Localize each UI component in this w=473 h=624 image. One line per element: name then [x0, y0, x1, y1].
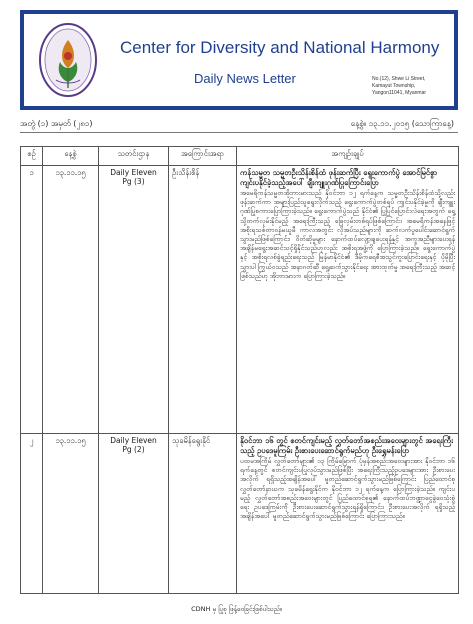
news-table: [20, 146, 459, 594]
row-number: ၁: [21, 166, 43, 434]
column-header-topic: အကြောင်းအရာ: [169, 147, 237, 166]
article-body: အမေရိကန်သမ္မတအိုဘားမားသည် နိုဝင်ဘာ ၁၂ ရက်နေ့က သမ္မတဦးသိန်းစိန်ထံသို့လည်း ဖုန်းဆက်ကာ အများပြည်သူရွေးလိုက်သည့် ရွေးကောက်ပွဲတစ်ရပ် ကျင်းပနိုင်ခဲ့မှုကို ချီးကျူးဂုဏ်ပြုစကားပြောကြားခဲ့သည်။ ရွေးကောက်ပွဲသည် နိုင်ငံ၏ ပြုပြင်ပြောင်းလဲရေးအတွက် ရှေ့သို့တက်လှမ်းနိုင်မည့် အရေးကြီးသည့် ခြေလှမ်းတစ်ရပ်ဖြစ်ကြောင်း၊ အမေရိကန်အနေဖြင့် အစိုးရသစ်တာဝန်မယူမီ ကာလအတွင်း လိုအပ်သည်များကို ဆက်လက်ပူပေါင်းဆောင်ရွက်သွားမည်ဖြစ်ကြောင်း၊ ဝိတ်ဆိုမှုများ နောက်ထပ်လျော့ချပေးရန်နှင့် အကူအညီများပေးရန် အချိန်မရွေးအဆင်သင့်ရှိနိုင်သည်ဟုလည်း အစိုးရအဖွဲ့ကို ပြောကြားခဲ့သည်။ ရွေးကောက်ပွဲနှင့် အစိုးရလစ်ခွဲရည်းရေးသည် မြန်မာနိုင်ငံ၏ ဒီမိုကရေစီအသွင်ကူးပြောင်းရေးနှင့် ပိုမိုပြီးသွားပါ ကြွယ်ဝသည် အနာဂတ်ဆီ ရှေ့ဆက်သွားနိုင်ရေး အားထုတ်မှု အရေးကြီးသည့် အဆင့်ဖြစ်သည်ဟု အိုဘားမားက ပြောကြားခဲ့သည်။: [240, 189, 455, 280]
address-line: Yangon11041, Myanmar: [372, 90, 427, 96]
row-source: Daily Eleven Pg (2): [99, 434, 169, 594]
table-header-row: [21, 147, 459, 166]
row-date: ၁၃.၁၁.၁၅: [43, 434, 99, 594]
organization-title: Center for Diversity and National Harmony: [120, 38, 440, 57]
column-header-date: နေ့စွဲ: [43, 147, 99, 166]
article-headline: နိုဝင်ဘာ ၁၆ တွင် စတင်ကျင်းမည့် လွှတ်တော်အစည်းအဝေးများတွင် အရေးကြီးသည့် ဥပဒေမူကြမ်း ဦးစားပေးဆောင်ရွက်မည်ဟု ဦးရွှေမန်းပြော: [240, 436, 454, 455]
table-row: [21, 434, 459, 594]
row-date: ၁၃.၁၁.၁၅: [43, 166, 99, 434]
letterhead: [20, 10, 458, 110]
address-line: Kamayut Township,: [372, 83, 416, 89]
row-topic: ဦးသိန်းစိန်: [169, 166, 237, 434]
table-row: [21, 166, 459, 434]
row-number: ၂: [21, 434, 43, 594]
row-source: Daily Eleven Pg (3): [99, 166, 169, 434]
issue-number: အတွဲ (၁) အမှတ် (၂၈၁): [20, 119, 93, 128]
row-summary: [237, 434, 459, 594]
article-body: ပထမအကြိမ် လွှတ်တော်များ၏ ၁၃ ကြိမ်မြောက် ပုံမှန်အစည်းအဝေးများအား နိုဝင်ဘာ ၁၆ ရက်နေ့တွင် စတင်ကျင်းပပြုလုပ်သွားမည်ဖြစ်ပြီး အရေးကြီးသည့်ဥပဒေများအား ဦးစားပေး အလိုက် ရရှိသည့်အချိန်အပေါ် မူတည်ဆောင်ရွက်သွားမည်ဖြစ်ကြောင်း ပြည်ထောင်စုလွှတ်တော်နာယက သုခမိန်ရွေးနိုင်က နိုဝင်ဘာ ၁၂ ရက်နေ့က ပြောကြားခဲ့သည်။ ကျင်းပမည့် လွှတ်တော်အစည်းအဝေးများတွင် ပြည်ထောင်စုရ၏ နောက်ထပ်ဘဏ္ဍာငွေခွဲဝေသုံးစွဲရေး ဥပဒေကြမ်းကို ဦးစားပေးဆောင်ရွက်သွားရန်ရှိကြောင်း၊ ဦးစားပေးအလိုက် ရရှိသည့်အချိန်အပေါ် မူတည်ဆောင်ရွက်သွားမည်ဖြစ်ကြောင်း ပြောကြားသည်။: [240, 457, 455, 521]
article-headline: ကန်သမ္မတ သမ္မတဦးသိန်းစိန်ထံ ဖုန်းဆက်ပြီး ရွေးကောက်ပွဲ အောင်မြင်စွာကျင်းပနိုင်ခဲ့သည့်အပေါ် ချီးကျူးဂုဏ်ပြုကြောင်းပြော: [240, 168, 438, 187]
column-header-no: စဉ်: [21, 147, 43, 166]
column-header-source: သတင်းဌာန: [99, 147, 169, 166]
issue-bar: [20, 116, 458, 133]
newsletter-title: Daily News Letter: [194, 71, 296, 86]
row-topic: သုခမိန်ရွေးနိုင်: [169, 434, 237, 594]
cdnh-logo-icon: [38, 22, 98, 100]
issue-date: နေ့စွဲ။ ၁၃.၁၁.၂၀၁၅ (သောကြာနေ့): [350, 119, 454, 128]
row-summary: [237, 166, 459, 434]
footer-note: CDNH မှ ပြုစု ဖြန့်ဝေခြင်းဖြစ်ပါသည်။: [191, 605, 282, 613]
address-block: [372, 76, 458, 97]
column-header-summary: အကျဉ်းချုပ်: [237, 147, 459, 166]
address-line: No.(12), Shwe Li Street,: [372, 76, 426, 82]
